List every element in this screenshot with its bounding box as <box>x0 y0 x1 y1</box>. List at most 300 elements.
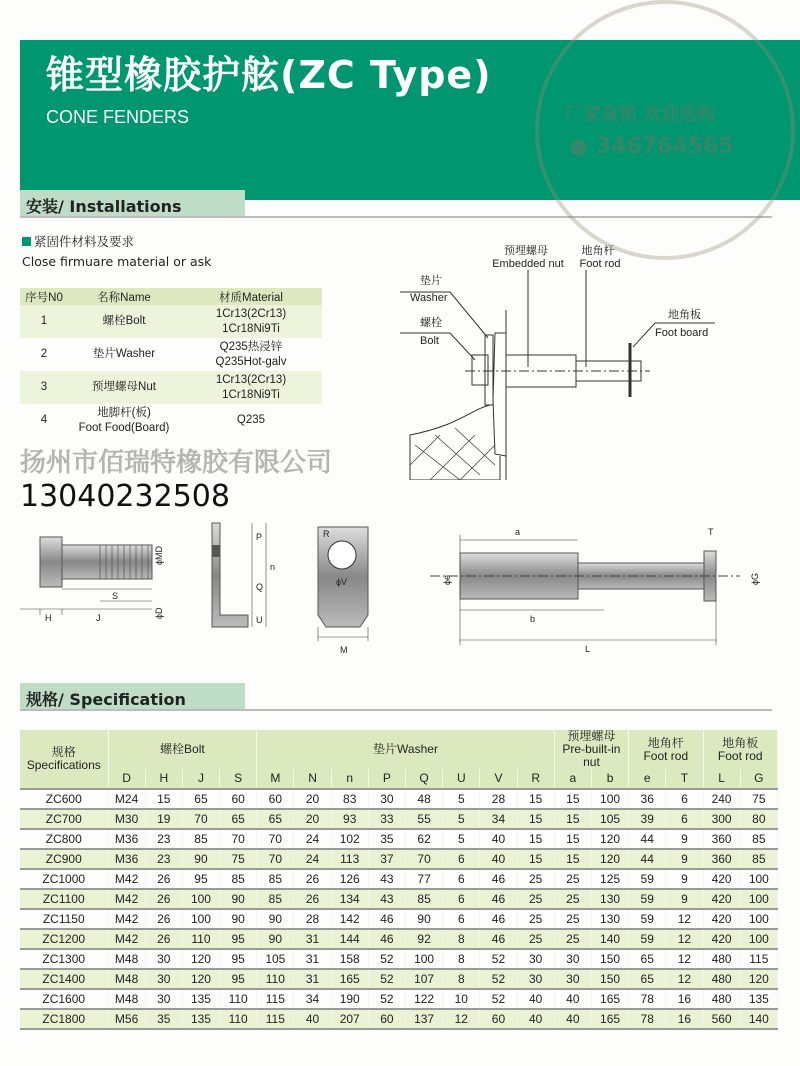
value-cell: 52 <box>368 949 405 969</box>
value-cell: M42 <box>108 929 145 949</box>
value-cell: 113 <box>331 849 368 869</box>
cell: 1 <box>20 305 68 338</box>
value-cell: 15 <box>554 809 591 829</box>
col-header-D: D <box>108 769 145 789</box>
value-cell: 144 <box>331 929 368 949</box>
value-cell: 15 <box>517 849 554 869</box>
value-cell: 25 <box>517 909 554 929</box>
value-cell: 30 <box>554 949 591 969</box>
value-cell: 6 <box>443 849 480 869</box>
value-cell: 46 <box>480 869 517 889</box>
value-cell: 95 <box>182 869 219 889</box>
value-cell: 115 <box>257 1009 294 1029</box>
table-row <box>20 371 322 404</box>
value-cell: 9 <box>666 849 703 869</box>
value-cell: 420 <box>703 909 740 929</box>
title-banner <box>20 40 800 200</box>
value-cell: 360 <box>703 849 740 869</box>
value-cell: 52 <box>480 989 517 1009</box>
col-header-U: U <box>443 769 480 789</box>
value-cell: 44 <box>629 849 666 869</box>
table-row <box>20 809 778 829</box>
value-cell: 30 <box>145 949 182 969</box>
value-cell: 107 <box>406 969 443 989</box>
value-cell: 90 <box>220 909 257 929</box>
value-cell: 100 <box>182 889 219 909</box>
value-cell: M48 <box>108 949 145 969</box>
value-cell: 52 <box>368 969 405 989</box>
value-cell: 130 <box>591 889 628 909</box>
value-cell: 120 <box>591 829 628 849</box>
value-cell: 46 <box>480 889 517 909</box>
value-cell: 46 <box>368 929 405 949</box>
note-cn: 紧固件材料及要求 <box>34 234 135 249</box>
value-cell: 100 <box>740 909 777 929</box>
value-cell: 142 <box>331 909 368 929</box>
value-cell: 23 <box>145 849 182 869</box>
value-cell: 59 <box>629 929 666 949</box>
value-cell: 12 <box>666 949 703 969</box>
value-cell: 85 <box>257 869 294 889</box>
model-cell: ZC1200 <box>20 929 108 949</box>
value-cell: 28 <box>294 909 331 929</box>
value-cell: 15 <box>554 829 591 849</box>
col-header-b: b <box>591 769 628 789</box>
value-cell: 90 <box>406 909 443 929</box>
value-cell: 420 <box>703 889 740 909</box>
value-cell: 16 <box>666 989 703 1009</box>
value-cell: 100 <box>740 929 777 949</box>
value-cell: 25 <box>554 909 591 929</box>
rod-header-cn: 地角杆 <box>647 735 684 750</box>
cell: 螺栓Bolt <box>68 305 180 338</box>
value-cell: 25 <box>554 869 591 889</box>
value-cell: 158 <box>331 949 368 969</box>
dim-label: ϕG <box>750 572 760 585</box>
value-cell: M42 <box>108 869 145 889</box>
value-cell: 95 <box>220 929 257 949</box>
value-cell: 102 <box>331 829 368 849</box>
value-cell: 30 <box>368 789 405 809</box>
table-row <box>20 1009 778 1029</box>
value-cell: 6 <box>443 869 480 889</box>
parts-drawings <box>20 515 780 665</box>
value-cell: M30 <box>108 809 145 829</box>
value-cell: M36 <box>108 849 145 869</box>
value-cell: 90 <box>257 929 294 949</box>
value-cell: 10 <box>443 989 480 1009</box>
value-cell: 105 <box>591 809 628 829</box>
value-cell: 9 <box>666 829 703 849</box>
board-label-cn: 地角板 <box>668 309 701 321</box>
value-cell: 140 <box>740 1009 777 1029</box>
material-table <box>20 288 322 437</box>
value-cell: 40 <box>517 1009 554 1029</box>
col-header-M: M <box>257 769 294 789</box>
value-cell: M42 <box>108 909 145 929</box>
value-cell: 26 <box>145 929 182 949</box>
value-cell: 5 <box>443 789 480 809</box>
value-cell: 75 <box>220 849 257 869</box>
value-cell: 115 <box>257 989 294 1009</box>
value-cell: 120 <box>740 969 777 989</box>
value-cell: 165 <box>591 1009 628 1029</box>
value-cell: M36 <box>108 829 145 849</box>
value-cell: 70 <box>182 809 219 829</box>
table-row <box>20 829 778 849</box>
phone-watermark: 13040232508 <box>20 479 230 514</box>
dim-label: P <box>256 532 263 542</box>
value-cell: 135 <box>182 989 219 1009</box>
value-cell: 85 <box>406 889 443 909</box>
value-cell: 19 <box>145 809 182 829</box>
col-header-T: T <box>666 769 703 789</box>
cell <box>180 305 322 338</box>
value-cell: 5 <box>443 829 480 849</box>
cell <box>180 371 322 404</box>
value-cell: 6 <box>443 909 480 929</box>
washer-header: 垫片Washer <box>257 730 555 769</box>
value-cell: 12 <box>666 969 703 989</box>
rod-header <box>629 730 703 769</box>
stamp-line1: 厂家直销 欢迎选购 <box>565 104 716 125</box>
value-cell: 40 <box>294 1009 331 1029</box>
dim-label: R <box>323 529 330 539</box>
washer-drawing <box>212 523 275 627</box>
fastener-note <box>22 232 211 272</box>
value-cell: 85 <box>220 869 257 889</box>
value-cell: 26 <box>294 889 331 909</box>
table-row <box>20 929 778 949</box>
dim-label: L <box>585 644 591 654</box>
value-cell: 65 <box>182 789 219 809</box>
value-cell: 26 <box>145 889 182 909</box>
value-cell: 15 <box>554 849 591 869</box>
value-cell: 480 <box>703 949 740 969</box>
divider <box>20 216 772 218</box>
value-cell: 62 <box>406 829 443 849</box>
value-cell: 25 <box>554 889 591 909</box>
value-cell: 420 <box>703 929 740 949</box>
value-cell: 560 <box>703 1009 740 1029</box>
value-cell: 120 <box>591 849 628 869</box>
col-header-V: V <box>480 769 517 789</box>
dim-label: J <box>96 613 101 623</box>
value-cell: 31 <box>294 929 331 949</box>
value-cell: 12 <box>443 1009 480 1029</box>
value-cell: 85 <box>740 829 777 849</box>
value-cell: 24 <box>294 849 331 869</box>
installations-heading: 安装/ Installations <box>20 190 245 216</box>
name-line: 地脚杆(板) <box>97 406 151 419</box>
col-header-P: P <box>368 769 405 789</box>
value-cell: 70 <box>257 829 294 849</box>
value-cell: 34 <box>480 809 517 829</box>
spec-header: 规格 Specifications <box>20 730 108 789</box>
col-header-a: a <box>554 769 591 789</box>
value-cell: 110 <box>220 989 257 1009</box>
value-cell: 165 <box>331 969 368 989</box>
rod-header-en: Foot rod <box>643 748 689 763</box>
plate-drawing <box>318 527 368 655</box>
material-line: 1Cr13(2Cr13) <box>215 373 287 386</box>
value-cell: 60 <box>368 1009 405 1029</box>
nut-rod-drawing <box>430 527 760 654</box>
value-cell: 48 <box>406 789 443 809</box>
value-cell: 25 <box>554 929 591 949</box>
dim-label: T <box>708 527 714 537</box>
value-cell: 165 <box>591 989 628 1009</box>
value-cell: 480 <box>703 989 740 1009</box>
bolt-label-en: Bolt <box>420 335 439 347</box>
value-cell: 78 <box>629 1009 666 1029</box>
value-cell: 52 <box>480 969 517 989</box>
table-row <box>20 989 778 1009</box>
cell: 4 <box>40 414 48 426</box>
value-cell: M56 <box>108 1009 145 1029</box>
value-cell: 40 <box>517 989 554 1009</box>
value-cell: 52 <box>368 989 405 1009</box>
value-cell: 8 <box>443 969 480 989</box>
value-cell: 100 <box>591 789 628 809</box>
value-cell: 85 <box>182 829 219 849</box>
table-row <box>20 305 322 338</box>
value-cell: 30 <box>145 989 182 1009</box>
table-row <box>20 869 778 889</box>
value-cell: 130 <box>591 909 628 929</box>
installation-diagram <box>400 230 730 480</box>
dim-label: ϕV <box>336 577 348 587</box>
value-cell: 80 <box>740 809 777 829</box>
col-header-G: G <box>740 769 777 789</box>
value-cell: 15 <box>554 789 591 809</box>
value-cell: 30 <box>517 949 554 969</box>
value-cell: 26 <box>145 869 182 889</box>
value-cell: 140 <box>591 929 628 949</box>
col-header: 材质Material <box>180 288 322 305</box>
value-cell: 25 <box>517 929 554 949</box>
material-line: 1Cr18Ni9Ti <box>222 322 280 335</box>
dim-label: S <box>112 591 119 601</box>
value-cell: 100 <box>740 889 777 909</box>
board-header-en: Foot rod <box>717 748 763 763</box>
model-cell: ZC1000 <box>20 869 108 889</box>
value-cell: 90 <box>257 909 294 929</box>
value-cell: 75 <box>740 789 777 809</box>
value-cell: 39 <box>629 809 666 829</box>
col-header-S: S <box>220 769 257 789</box>
value-cell: 15 <box>517 809 554 829</box>
model-cell: ZC1150 <box>20 909 108 929</box>
value-cell: 110 <box>182 929 219 949</box>
value-cell: 190 <box>331 989 368 1009</box>
value-cell: M24 <box>108 789 145 809</box>
col-header: 名称Name <box>68 288 180 305</box>
value-cell: 360 <box>703 829 740 849</box>
value-cell: 77 <box>406 869 443 889</box>
divider <box>20 709 772 711</box>
value-cell: 33 <box>368 809 405 829</box>
bolt-label-cn: 螺栓 <box>420 317 442 329</box>
value-cell: 420 <box>703 869 740 889</box>
value-cell: 59 <box>629 909 666 929</box>
value-cell: 26 <box>294 869 331 889</box>
value-cell: 46 <box>480 909 517 929</box>
dim-label: ϕMD <box>154 545 164 565</box>
value-cell: 90 <box>220 889 257 909</box>
value-cell: 6 <box>443 889 480 909</box>
value-cell: 90 <box>182 849 219 869</box>
value-cell: 46 <box>368 909 405 929</box>
page-subtitle: CONE FENDERS <box>46 107 190 127</box>
value-cell: 137 <box>406 1009 443 1029</box>
table-row <box>20 969 778 989</box>
col-header-L: L <box>703 769 740 789</box>
model-cell: ZC1600 <box>20 989 108 1009</box>
value-cell: 20 <box>294 809 331 829</box>
value-cell: 110 <box>220 1009 257 1029</box>
model-cell: ZC900 <box>20 849 108 869</box>
material-line: 1Cr18Ni9Ti <box>222 388 280 401</box>
value-cell: 115 <box>740 949 777 969</box>
value-cell: 55 <box>406 809 443 829</box>
table-row <box>20 789 778 809</box>
value-cell: 12 <box>666 929 703 949</box>
dim-label: b <box>530 614 536 624</box>
value-cell: 35 <box>145 1009 182 1029</box>
value-cell: 12 <box>666 909 703 929</box>
bullet-square-icon <box>22 237 31 246</box>
washer-label-cn: 垫片 <box>420 275 442 287</box>
value-cell: 100 <box>740 869 777 889</box>
value-cell: 40 <box>480 849 517 869</box>
value-cell: 110 <box>257 969 294 989</box>
value-cell: 40 <box>554 989 591 1009</box>
specification-heading: 规格/ Specification <box>20 683 245 709</box>
cell: Q235 <box>236 414 266 426</box>
col-header: 序号N0 <box>20 288 68 305</box>
company-watermark: 扬州市佰瑞特橡胶有限公司 <box>20 448 333 478</box>
value-cell: 120 <box>182 949 219 969</box>
bolt-drawing <box>20 537 164 623</box>
stamp-number: 346764565 <box>595 134 734 159</box>
value-cell: 65 <box>629 969 666 989</box>
dim-label: H <box>45 613 52 623</box>
value-cell: 40 <box>554 1009 591 1029</box>
value-cell: 95 <box>220 969 257 989</box>
value-cell: 65 <box>220 809 257 829</box>
material-line: Q235Hot-galv <box>215 355 287 368</box>
board-header <box>703 730 778 769</box>
value-cell: 37 <box>368 849 405 869</box>
value-cell: 15 <box>517 789 554 809</box>
cell: 3 <box>20 371 68 404</box>
value-cell: M42 <box>108 889 145 909</box>
value-cell: 60 <box>257 789 294 809</box>
table-row <box>20 889 778 909</box>
cell: 预埋螺母Nut <box>68 371 180 404</box>
value-cell: 30 <box>554 969 591 989</box>
board-label-en: Foot board <box>655 327 709 339</box>
value-cell: 6 <box>666 809 703 829</box>
value-cell: 30 <box>145 969 182 989</box>
value-cell: 70 <box>257 849 294 869</box>
value-cell: 65 <box>257 809 294 829</box>
col-header-H: H <box>145 769 182 789</box>
value-cell: 100 <box>182 909 219 929</box>
value-cell: 24 <box>294 829 331 849</box>
nut-header <box>554 730 628 769</box>
value-cell: 150 <box>591 969 628 989</box>
value-cell: 480 <box>703 969 740 989</box>
col-header-n: n <box>331 769 368 789</box>
value-cell: 70 <box>220 829 257 849</box>
value-cell: 125 <box>591 869 628 889</box>
value-cell: 31 <box>294 949 331 969</box>
value-cell: 150 <box>591 949 628 969</box>
value-cell: 65 <box>629 949 666 969</box>
model-cell: ZC1100 <box>20 889 108 909</box>
value-cell: 52 <box>480 949 517 969</box>
value-cell: 85 <box>257 889 294 909</box>
value-cell: 30 <box>517 969 554 989</box>
value-cell: 135 <box>740 989 777 1009</box>
nut-label-en: Embedded nut <box>492 258 564 270</box>
value-cell: 59 <box>629 869 666 889</box>
model-cell: ZC600 <box>20 789 108 809</box>
value-cell: 100 <box>406 949 443 969</box>
value-cell: 59 <box>629 889 666 909</box>
table-row <box>20 949 778 969</box>
value-cell: 25 <box>517 889 554 909</box>
value-cell: 46 <box>480 929 517 949</box>
col-header-N: N <box>294 769 331 789</box>
dim-label: M <box>340 645 348 655</box>
rod-label-en: Foot rod <box>579 258 621 270</box>
value-cell: 135 <box>182 1009 219 1029</box>
nut-label-cn: 预埋螺母 <box>504 245 548 257</box>
value-cell: 44 <box>629 829 666 849</box>
value-cell: 60 <box>220 789 257 809</box>
bolt-header: 螺栓Bolt <box>108 730 257 769</box>
value-cell: 26 <box>145 909 182 929</box>
col-header-R: R <box>517 769 554 789</box>
table-row <box>20 849 778 869</box>
value-cell: 92 <box>406 929 443 949</box>
cell <box>180 338 322 371</box>
value-cell: 16 <box>666 1009 703 1029</box>
value-cell: 9 <box>666 869 703 889</box>
value-cell: 300 <box>703 809 740 829</box>
value-cell: 15 <box>517 829 554 849</box>
col-header-J: J <box>182 769 219 789</box>
value-cell: 134 <box>331 889 368 909</box>
value-cell: 85 <box>740 849 777 869</box>
value-cell: 36 <box>629 789 666 809</box>
dim-label: U <box>256 615 263 625</box>
material-line: Q235热浸锌 <box>219 340 283 353</box>
note-en: Close firmuare material or ask <box>22 254 212 269</box>
value-cell: 20 <box>294 789 331 809</box>
board-header-cn: 地角板 <box>722 735 759 750</box>
cell: 2 <box>40 348 48 360</box>
value-cell: 9 <box>666 889 703 909</box>
dim-label: ϕe <box>442 574 452 585</box>
dim-label: n <box>270 562 276 572</box>
value-cell: 83 <box>331 789 368 809</box>
value-cell: 78 <box>629 989 666 1009</box>
value-cell: 6 <box>666 789 703 809</box>
